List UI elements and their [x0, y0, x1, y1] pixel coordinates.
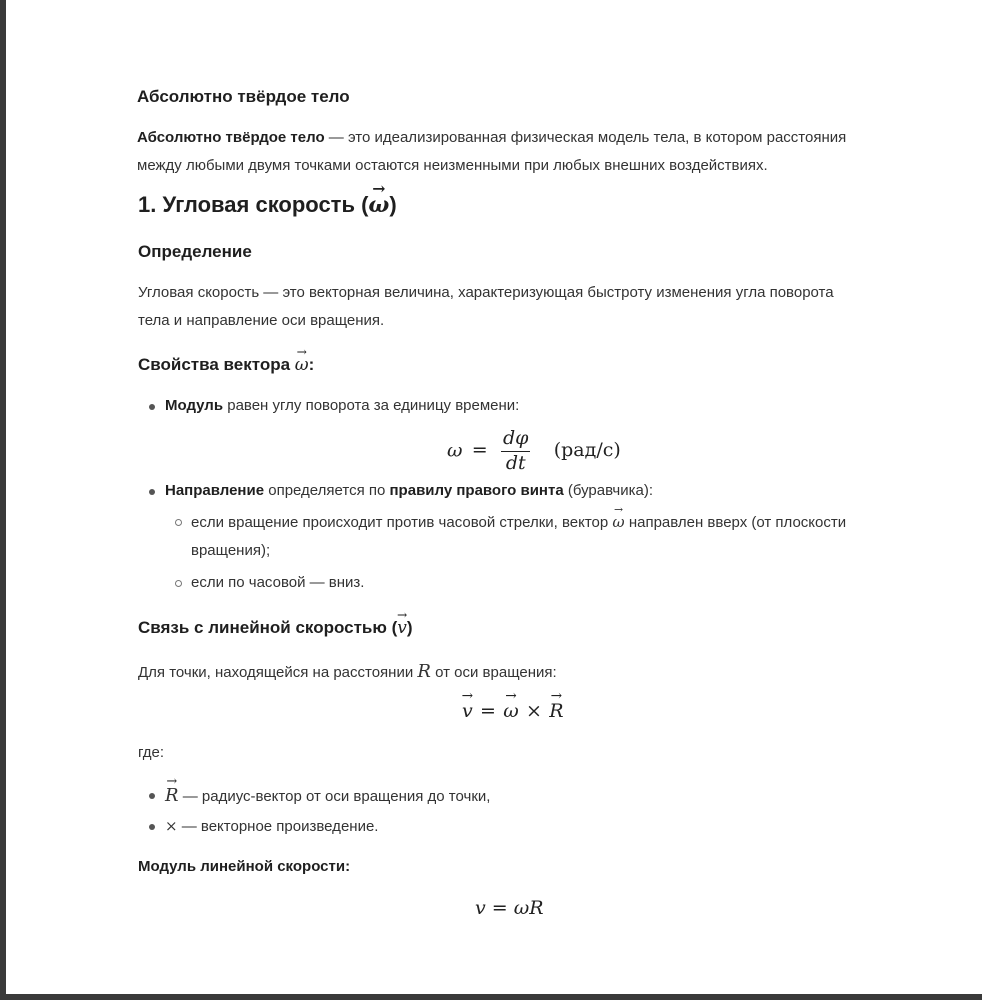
- sub-item-counterclockwise: [191, 513, 846, 531]
- document-page: [6, 0, 982, 994]
- cross-product-text: — векторное произведение.: [177, 818, 379, 835]
- sub-bullet-circle: [175, 519, 182, 526]
- linear-modulus-heading: Модуль линейной скорости:: [138, 858, 351, 875]
- list-item-radius-vector: [165, 785, 490, 806]
- linear-heading-suffix: ): [406, 618, 413, 637]
- direction-label: Направление: [165, 482, 265, 499]
- formula-unit: (рад/с): [553, 439, 621, 462]
- section-heading-angular-velocity: [138, 192, 397, 218]
- definition-heading: Определение: [138, 242, 252, 261]
- bullet-dot: [149, 824, 155, 830]
- fraction-denominator: dt: [505, 451, 526, 474]
- sub-item-counterclockwise-line-2: вращения);: [191, 542, 271, 559]
- formula-r-vector: → R: [549, 700, 563, 722]
- formula-omega: ω: [447, 439, 463, 462]
- intro-line-2: между любыми двумя точками остаются неизменными при любых внешних воздействиях.: [137, 157, 768, 174]
- bullet-dot: [149, 489, 155, 495]
- properties-heading: [138, 355, 314, 375]
- bullet-dot: [149, 404, 155, 410]
- properties-heading-suffix: :: [308, 355, 315, 374]
- linear-intro: [138, 661, 557, 682]
- r-vector-symbol: → R: [165, 785, 179, 806]
- r-symbol: R: [417, 661, 431, 682]
- list-item-direction: [165, 482, 653, 499]
- intro-line-1: [137, 129, 846, 146]
- sub-item-text-1: если вращение происходит против часовой стрелки, вектор: [191, 514, 613, 531]
- properties-heading-prefix: Свойства вектора: [138, 355, 295, 374]
- definition-line-2: тела и направление оси вращения.: [138, 312, 385, 329]
- formula-omega-vector: → ω: [503, 700, 519, 722]
- v-vector-symbol: → v: [397, 618, 407, 638]
- list-item-cross-product: [165, 817, 378, 835]
- right-hand-rule-term: правилу правого винта: [389, 482, 564, 499]
- cross-symbol: ×: [165, 817, 178, 835]
- where-label: где:: [138, 744, 165, 761]
- section-heading-suffix: ): [389, 192, 397, 217]
- linear-intro-text-1: Для точки, находящейся на расстоянии: [138, 664, 418, 681]
- sub-item-clockwise: если по часовой — вниз.: [191, 574, 365, 591]
- section-heading-prefix: 1. Угловая скорость (: [138, 192, 369, 217]
- intro-term: Абсолютно твёрдое тело: [137, 129, 325, 146]
- document-title: Абсолютно твёрдое тело: [137, 87, 350, 106]
- fraction-numerator: dφ: [501, 428, 530, 452]
- formula-equals: =: [471, 439, 488, 462]
- omega-vector-symbol: → ω: [368, 192, 389, 218]
- intro-text-1: — это идеализированная физическая модель тела, в котором расстояния: [324, 129, 847, 146]
- bullet-dot: [149, 793, 155, 799]
- linear-intro-text-2: от оси вращения:: [430, 664, 557, 681]
- linear-heading-prefix: Связь с линейной скоростью (: [138, 618, 398, 637]
- formula-angular-velocity: [447, 428, 621, 475]
- direction-text-1: определяется по: [264, 482, 390, 499]
- linear-velocity-heading: [138, 618, 413, 638]
- list-item-modulus: [165, 397, 519, 414]
- modulus-text: равен углу поворота за единицу времени:: [223, 397, 520, 414]
- formula-fraction: [501, 428, 530, 475]
- formula-linear-modulus: v = ωR: [475, 897, 544, 919]
- omega-vector-symbol: → ω: [612, 513, 624, 531]
- formula-equals: =: [480, 700, 496, 722]
- modulus-label: Модуль: [165, 397, 224, 414]
- radius-vector-text: — радиус-вектор от оси вращения до точки,: [178, 788, 491, 805]
- sub-item-text-2: направлен вверх (от плоскости: [624, 514, 847, 531]
- formula-v-vector: → v: [462, 700, 473, 722]
- formula-linear-velocity: [462, 700, 564, 723]
- omega-vector-symbol: → ω: [295, 355, 309, 375]
- definition-line-1: Угловая скорость — это векторная величина, характеризующая быстроту изменения угла поворота: [138, 284, 834, 301]
- direction-text-2: (буравчика):: [563, 482, 653, 499]
- sub-bullet-circle: [175, 580, 182, 587]
- formula-cross: ×: [526, 700, 542, 722]
